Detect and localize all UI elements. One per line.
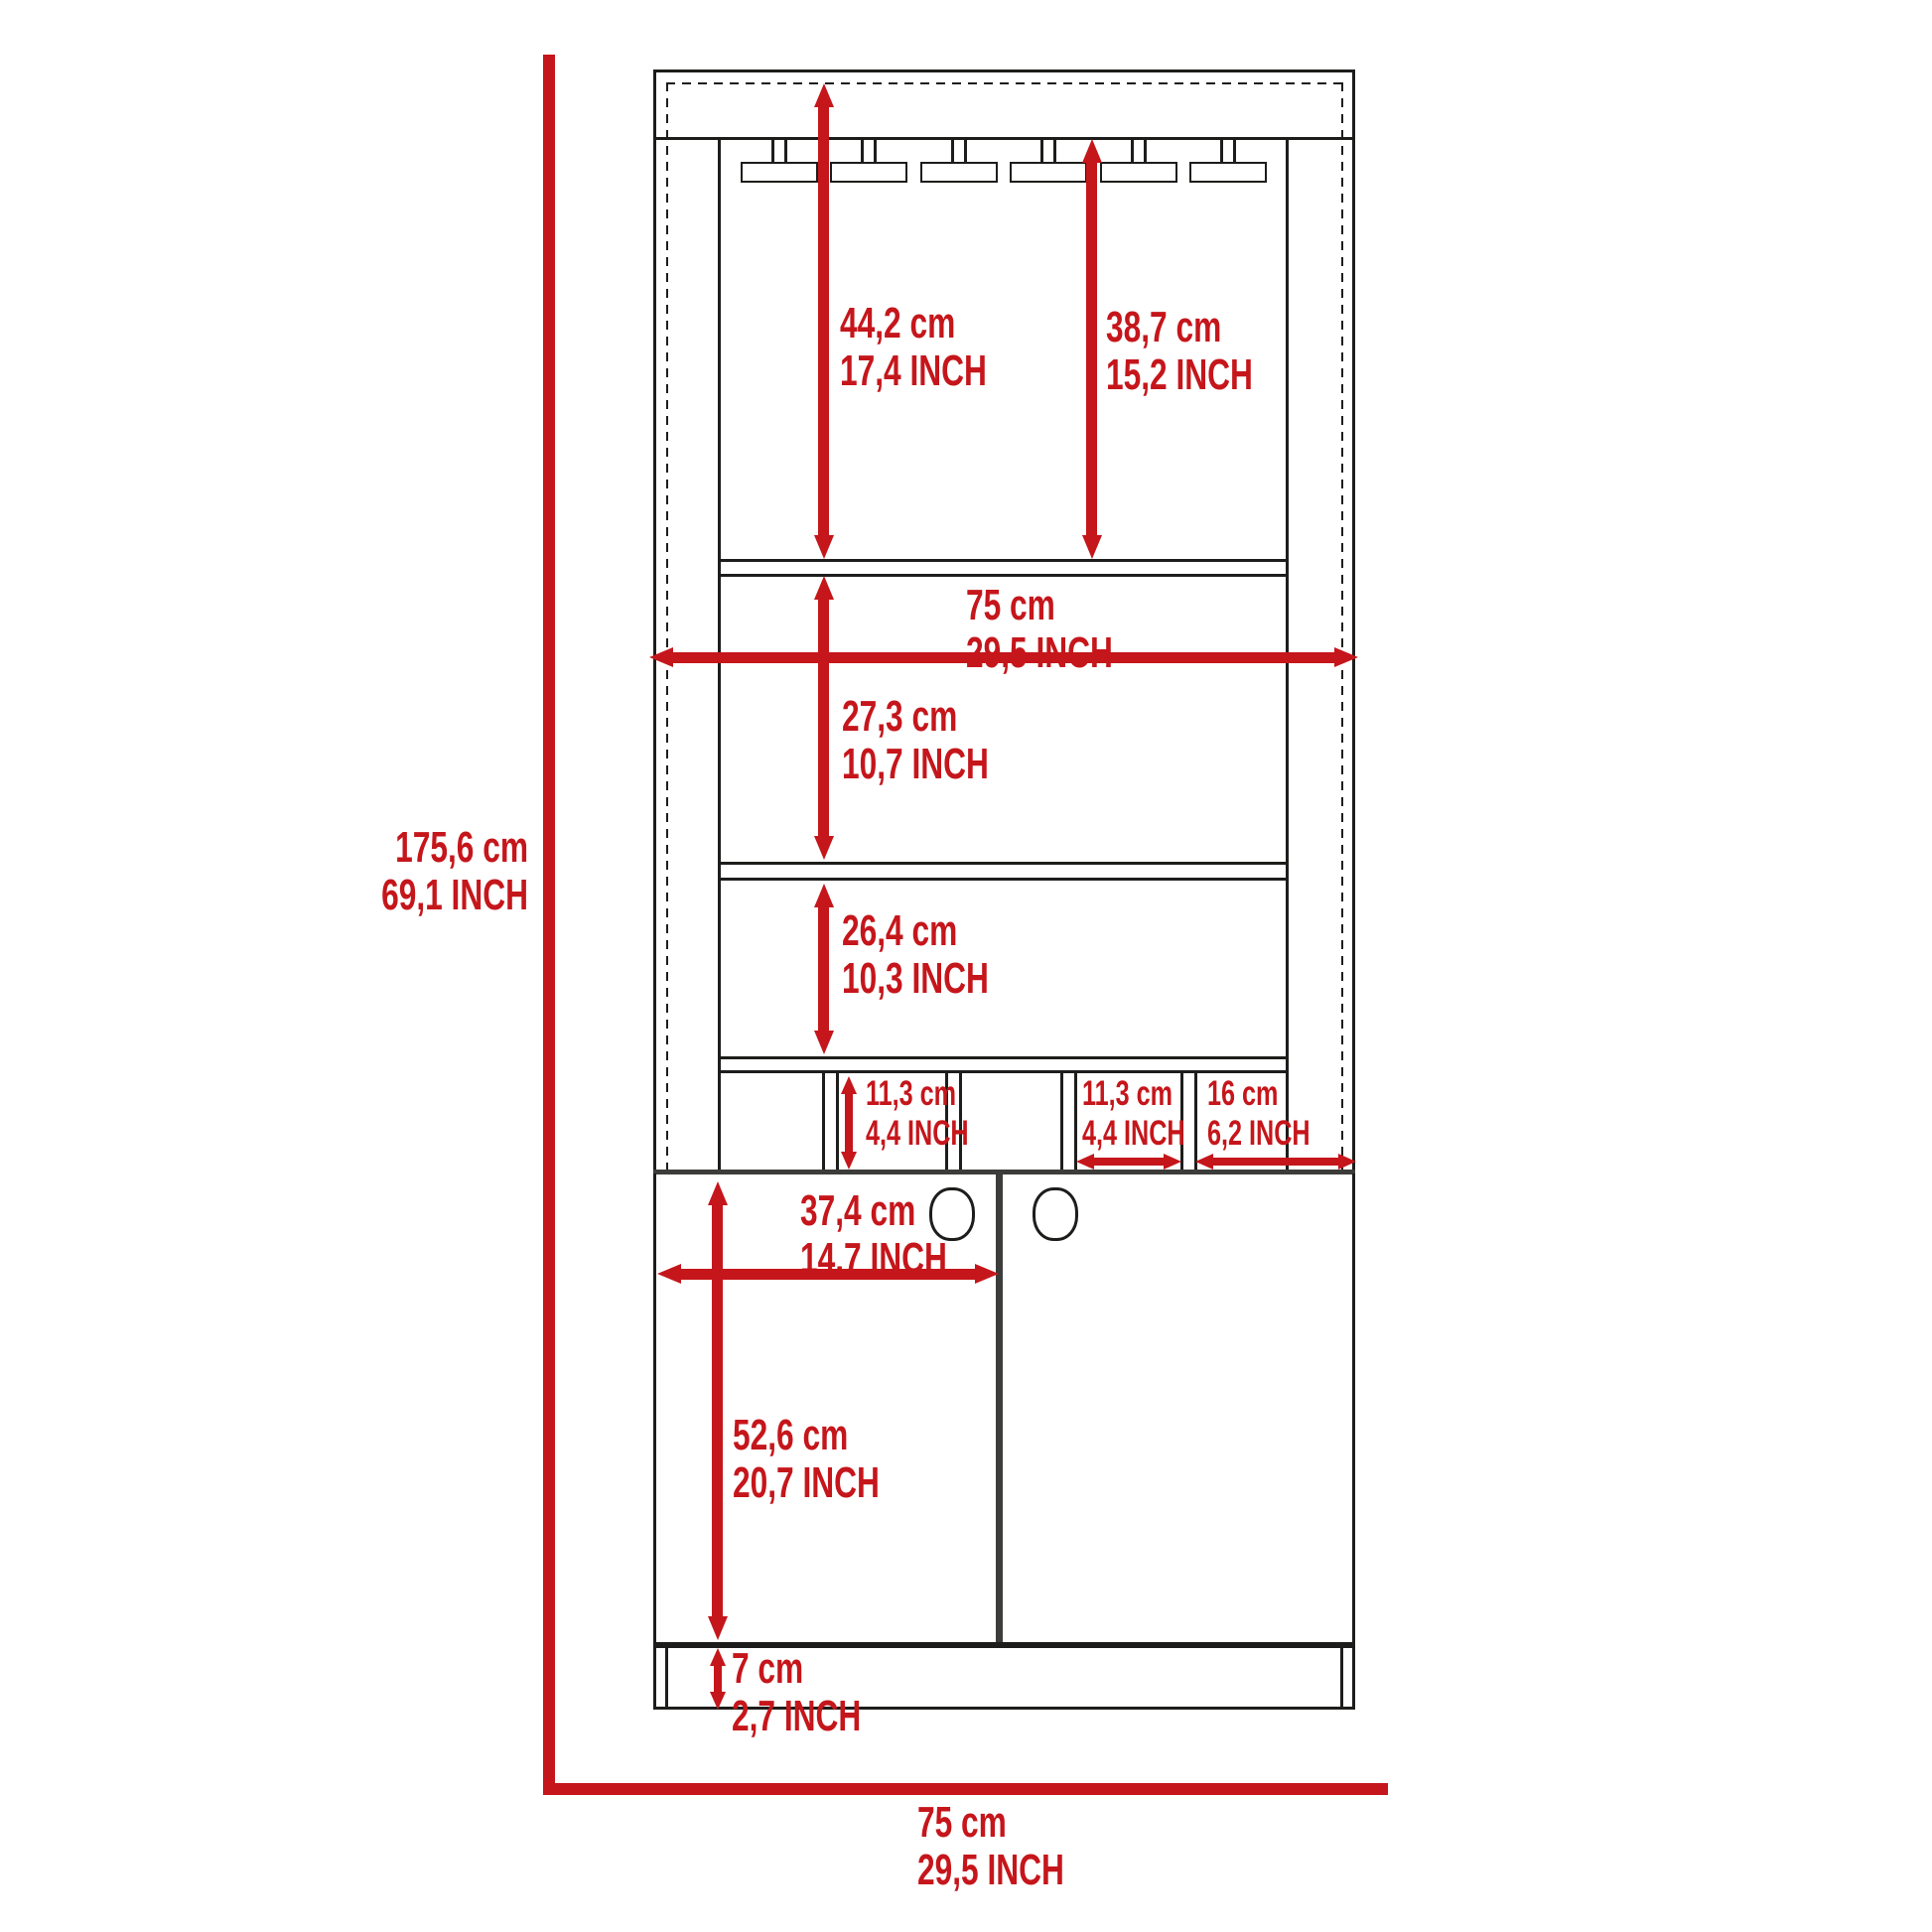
- door-divider: [996, 1173, 1003, 1642]
- dim-arrow-door-height: [712, 1199, 723, 1622]
- stemware-plate: [1100, 162, 1177, 183]
- base-inner-line-left: [665, 1645, 668, 1710]
- dim-value-inch: 10,7 INCH: [842, 740, 989, 788]
- dim-value-inch: 15,2 INCH: [1106, 350, 1253, 399]
- dim-arrowhead: [657, 1264, 681, 1284]
- dim-value-inch: 4,4 INCH: [866, 1114, 969, 1153]
- dim-label-cubby-height: [866, 1074, 969, 1154]
- shelf-line: [718, 574, 1289, 577]
- dim-label-interior-width: [966, 582, 1113, 677]
- wine-cubby-divider: [1060, 1070, 1063, 1173]
- dim-arrowhead: [1164, 1154, 1181, 1170]
- shelf-line: [718, 862, 1289, 865]
- dim-value-cm: 52,6 cm: [733, 1411, 849, 1459]
- stemware-rail: [1233, 137, 1236, 164]
- back-panel-dashed-left: [666, 82, 668, 1172]
- dim-value-inch: 10,3 INCH: [842, 954, 989, 1003]
- dim-label-upper-right-height: [1106, 304, 1253, 399]
- stemware-rail: [784, 137, 787, 164]
- wine-cubby-divider: [836, 1070, 839, 1173]
- dim-arrowhead: [708, 1616, 728, 1640]
- dim-arrowhead: [1338, 1154, 1356, 1170]
- dim-value-cm: 11,3 cm: [1082, 1074, 1173, 1113]
- crown-bottom-line: [653, 137, 1355, 140]
- dim-arrow-upper-left-height: [818, 101, 829, 541]
- dim-arrow-lower-shelf-height: [818, 901, 829, 1036]
- dim-value-inch: 14,7 INCH: [800, 1234, 947, 1283]
- dim-label-door-height: [733, 1412, 880, 1507]
- stemware-rail: [1220, 137, 1223, 164]
- dim-arrowhead: [975, 1264, 999, 1284]
- stemware-plate: [741, 162, 818, 183]
- dim-label-overall-height: [327, 824, 528, 919]
- dim-value-cm: 26,4 cm: [842, 906, 958, 955]
- dim-value-inch: 29,5 INCH: [917, 1846, 1064, 1894]
- shelf-line: [718, 878, 1289, 881]
- dim-arrowhead: [1334, 647, 1358, 667]
- dim-value-cm: 38,7 cm: [1106, 303, 1222, 351]
- dim-arrow-upper-right-height: [1086, 157, 1097, 541]
- dim-arrowhead: [814, 1031, 834, 1054]
- stemware-rail: [1053, 137, 1056, 164]
- overall-height-dim-line: [543, 55, 555, 1795]
- back-panel-dashed-top: [666, 82, 1342, 84]
- dim-label-lower-shelf-height: [842, 907, 989, 1003]
- wine-cubby-divider: [822, 1070, 825, 1173]
- dim-arrow-middle-shelf-height: [818, 594, 829, 842]
- overall-width-dim-line: [543, 1783, 1388, 1795]
- door-knob-right: [1033, 1187, 1078, 1241]
- dim-value-cm: 37,4 cm: [800, 1186, 916, 1235]
- dim-arrow-cubby-height: [845, 1090, 853, 1156]
- dim-label-cubby-width: [1082, 1074, 1185, 1154]
- dim-arrow-side-cubby-width: [1211, 1158, 1338, 1166]
- stemware-plate: [1189, 162, 1267, 183]
- stemware-rail: [951, 137, 954, 164]
- stemware-plate: [830, 162, 907, 183]
- dim-label-door-width: [800, 1187, 947, 1283]
- stemware-rail: [874, 137, 877, 164]
- dim-arrowhead: [710, 1692, 726, 1710]
- dim-value-cm: 75 cm: [917, 1798, 1007, 1847]
- dim-value-inch: 29,5 INCH: [966, 628, 1113, 677]
- dim-label-overall-width: [917, 1799, 1064, 1894]
- stemware-plate: [920, 162, 998, 183]
- dim-label-upper-left-height: [840, 300, 987, 395]
- dim-value-inch: 20,7 INCH: [733, 1458, 880, 1507]
- dim-arrow-base-height: [714, 1662, 722, 1696]
- stemware-plate: [1010, 162, 1087, 183]
- dim-arrowhead: [841, 1152, 857, 1170]
- dim-value-cm: 7 cm: [732, 1644, 804, 1693]
- dim-arrowhead: [814, 535, 834, 559]
- back-panel-dashed-right: [1341, 82, 1343, 1172]
- shelf-line: [718, 1070, 1289, 1073]
- dim-label-side-cubby-width: [1207, 1074, 1311, 1154]
- dim-arrow-cubby-width: [1092, 1158, 1166, 1166]
- door-section-left-edge: [653, 1173, 656, 1645]
- stemware-rail: [1144, 137, 1147, 164]
- stemware-rail: [771, 137, 774, 164]
- dim-value-inch: 17,4 INCH: [840, 346, 987, 395]
- dim-arrowhead: [649, 647, 673, 667]
- dim-value-cm: 11,3 cm: [866, 1074, 957, 1113]
- dim-label-base-height: [732, 1645, 861, 1740]
- counter-top-line: [653, 1170, 1355, 1174]
- dim-value-cm: 27,3 cm: [842, 692, 958, 741]
- dim-value-cm: 44,2 cm: [840, 299, 956, 347]
- dim-value-inch: 69,1 INCH: [381, 871, 528, 919]
- stemware-rail: [1131, 137, 1134, 164]
- dim-arrowhead: [1082, 535, 1102, 559]
- dim-label-middle-shelf-height: [842, 693, 989, 788]
- shelf-line: [718, 1056, 1289, 1059]
- shelf-line: [718, 559, 1289, 562]
- dim-value-cm: 16 cm: [1207, 1074, 1279, 1113]
- dim-arrowhead: [814, 836, 834, 860]
- stemware-rail: [964, 137, 967, 164]
- dim-value-inch: 2,7 INCH: [732, 1692, 862, 1740]
- base-inner-line-right: [1340, 1645, 1343, 1710]
- door-section-right-edge: [1352, 1173, 1355, 1645]
- dim-value-inch: 4,4 INCH: [1082, 1114, 1185, 1153]
- stemware-rail: [861, 137, 864, 164]
- stemware-rail: [1040, 137, 1043, 164]
- dim-value-cm: 175,6 cm: [395, 823, 528, 872]
- dim-value-inch: 6,2 INCH: [1207, 1114, 1311, 1153]
- dim-value-cm: 75 cm: [966, 581, 1055, 629]
